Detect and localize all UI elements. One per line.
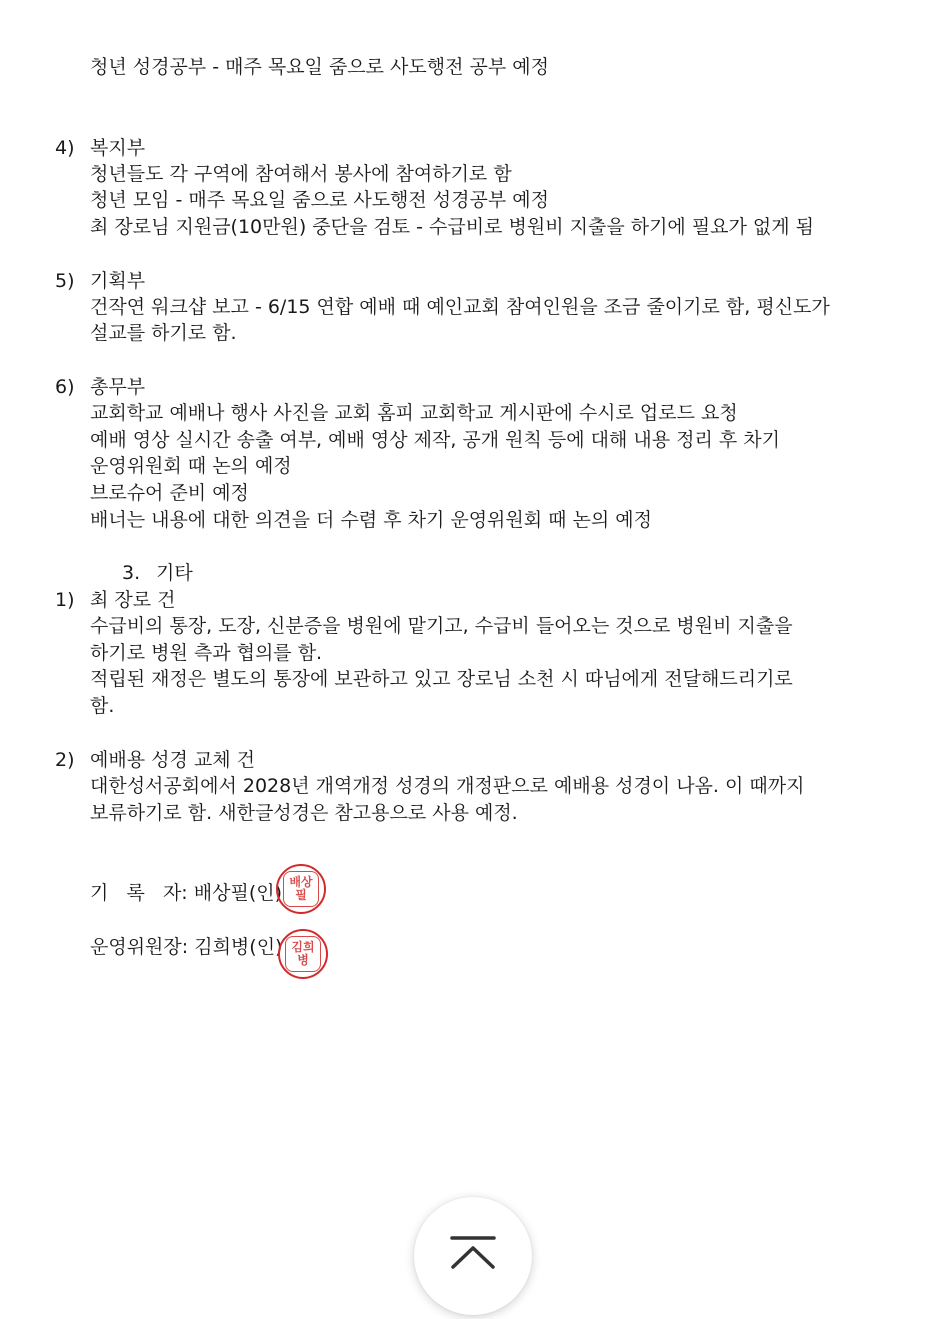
section-title: 기획부 (90, 270, 146, 292)
signature-chair (90, 934, 282, 961)
item-line: 하기로 병원 측과 협의를 함. (90, 642, 323, 664)
item-line: 적립된 재정은 별도의 통장에 보관하고 있고 장로님 소천 시 따님에게 전달해드리기로 (90, 668, 793, 690)
item-line: 보류하기로 함. 새한글성경은 참고용으로 사용 예정. (90, 802, 518, 824)
seal-stamp-icon (278, 929, 328, 979)
section-line: 건작연 워크샵 보고 - 6/15 연합 예배 때 예인교회 참여인원을 조금 줄이기로 함, 평신도가 (90, 296, 830, 318)
item-line: 함. (90, 695, 115, 717)
section-line: 청년 모임 - 매주 목요일 줌으로 사도행전 성경공부 예정 (90, 189, 549, 211)
signature-recorder (90, 880, 282, 907)
signature-seal-text: (인) (248, 882, 282, 904)
section-number: 4) (55, 137, 75, 159)
other-title: 기타 (156, 562, 193, 584)
section-line: 교회학교 예배나 행사 사진을 교회 홈피 교회학교 게시판에 수시로 업로드 요청 (90, 402, 738, 424)
signature-name: 김희병 (194, 936, 250, 958)
signature-name: 배상필 (193, 882, 249, 904)
item-number: 1) (55, 589, 75, 611)
item-line: 대한성서공회에서 2028년 개역개정 성경의 개정판으로 예배용 성경이 나옴. 이 때까지 (90, 775, 805, 797)
signature-seal-text: (인) (249, 936, 283, 958)
other-number: 3. (122, 562, 141, 584)
item-title: 최 장로 건 (90, 589, 176, 611)
seal-stamp-text: 김희병 (285, 936, 321, 972)
section-line: 청년들도 각 구역에 참여해서 봉사에 참여하기로 함 (90, 163, 512, 185)
section-line: 브로슈어 준비 예정 (90, 482, 249, 504)
section-number: 6) (55, 376, 75, 398)
section-line: 예배 영상 실시간 송출 여부, 예배 영상 제작, 공개 원칙 등에 대해 내용 정리 후 차기 (90, 429, 781, 451)
signature-label: 기 록 자: (90, 882, 188, 904)
section-title: 복지부 (90, 137, 146, 159)
section-line: 배너는 내용에 대한 의견을 더 수렴 후 차기 운영위원회 때 논의 예정 (90, 509, 652, 531)
seal-stamp-icon (276, 864, 326, 914)
chevron-up-bar-icon (450, 1233, 496, 1279)
scroll-to-top-button[interactable] (414, 1197, 532, 1315)
section-title: 총무부 (90, 376, 146, 398)
section-line: 운영위원회 때 논의 예정 (90, 455, 292, 477)
section-line: 최 장로님 지원금(10만원) 중단을 검토 - 수급비로 병원비 지출을 하기에 필요가 없게 됨 (90, 216, 815, 238)
section-line: 설교를 하기로 함. (90, 322, 237, 344)
item-title: 예배용 성경 교체 건 (90, 749, 255, 771)
item-number: 2) (55, 749, 75, 771)
intro-line: 청년 성경공부 - 매주 목요일 줌으로 사도행전 공부 예정 (90, 56, 549, 78)
seal-stamp-text: 배상필 (283, 871, 319, 907)
section-number: 5) (55, 270, 75, 292)
signature-label: 운영위원장: (90, 936, 189, 958)
item-line: 수급비의 통장, 도장, 신분증을 병원에 맡기고, 수급비 들어오는 것으로 병원비 지출을 (90, 615, 793, 637)
